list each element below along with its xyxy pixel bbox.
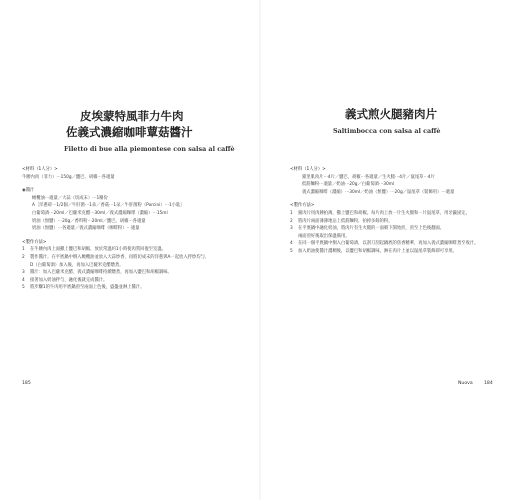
right-ingredient: 義式濃縮咖啡（濃縮）⋯30ml／奶油（無鹽）⋯20g／鼠尾草（裝飾用）⋯適量 bbox=[302, 189, 455, 195]
left-step bbox=[22, 284, 258, 292]
right-step bbox=[290, 218, 510, 226]
left-step bbox=[22, 262, 258, 270]
step-text: 在同一個平底鍋中倒入白葡萄酒，以刮刀刮起鍋底的焦香精華，再加入義式濃縮咖啡煮至收汁。 bbox=[298, 241, 479, 247]
right-ingredients-heading: <材料（1人分）> bbox=[290, 167, 326, 172]
step-number: 1 bbox=[22, 247, 25, 253]
left-subtitle: Filetto di bue alla piemontese con salsa al caffè bbox=[64, 145, 235, 153]
left-ingredient: 牛腰內肉（菲力）⋯150g／鹽巴、胡椒⋯各適量 bbox=[22, 174, 115, 180]
right-steps-heading: <製作方法> bbox=[290, 203, 315, 209]
left-page-number: 185 bbox=[22, 381, 31, 386]
step-number: 5 bbox=[22, 285, 25, 291]
left-ingredient: A［洋蔥碎⋯1/2個／牛肝菌⋯1朵／香菇⋯1朵／牛肝菌粉（Porcini）⋯1小匙］ bbox=[32, 203, 185, 209]
step-text: 製作醬汁。在平底鍋中倒入橄欖油並放入大蒜炒香，再將切成末的洋蔥與A一起放入拌炒均勻， bbox=[30, 254, 210, 260]
step-number bbox=[290, 233, 298, 241]
step-text: 將步驟1的牛肉用平底鍋煎至兩面上色後，盛盤並淋上醬汁。 bbox=[30, 285, 145, 291]
right-ingredient: 低筋麵粉⋯適量／奶油⋯20g／白葡萄酒⋯30ml bbox=[302, 182, 395, 188]
left-ingredient: 奶油（無鹽）⋯20g／香料粉⋯20ml／鹽巴、胡椒⋯各適量 bbox=[32, 218, 146, 224]
left-ingredients-heading: <材料（1人分）> bbox=[22, 167, 58, 172]
right-title: 義式煎火腿豬肉片 bbox=[345, 107, 437, 121]
step-text: 接著加入奶油拌勻，融化後就完成醬汁。 bbox=[30, 277, 108, 283]
right-step bbox=[290, 210, 510, 218]
left-title-line-2: 佐義式濃縮咖啡蕈菇醬汁 bbox=[66, 125, 193, 139]
right-page-number: 184 bbox=[484, 381, 493, 386]
step-number: 3 bbox=[22, 270, 25, 276]
step-text: D（白葡萄酒）加入後，再加入巴薩米克醋燉煮。 bbox=[30, 262, 124, 268]
left-ingredient: ◉醬汁 bbox=[22, 188, 35, 194]
left-step bbox=[22, 269, 258, 277]
step-text: 在平底鍋中融化奶油，將肉片有生火腿的一面朝下開始煎，煎至上色後翻面。 bbox=[298, 226, 445, 232]
step-text: 加入奶油使醬汁濃稠後，以鹽巴和胡椒調味，淋在肉片上並以鼠尾草裝飾即可享用。 bbox=[298, 248, 457, 254]
right-page bbox=[260, 0, 520, 500]
step-text: 豬肉片用肉錘拍薄，撒上鹽巴和胡椒。每片肉上放一片生火腿和一片鼠尾草，用牙籤固定。 bbox=[298, 210, 470, 216]
step-number: 1 bbox=[290, 210, 293, 216]
step-number bbox=[22, 262, 30, 270]
left-title-line-1: 皮埃蒙特風菲力牛肉 bbox=[80, 109, 184, 123]
right-step bbox=[290, 225, 510, 233]
step-text: 醬汁：加入巴薩米克醋、義式濃縮咖啡持續燉煮，再加入鹽巴和胡椒調味。 bbox=[30, 270, 172, 276]
step-number: 2 bbox=[22, 254, 25, 260]
left-ingredient: 白葡萄酒⋯20ml／巴薩米克醋⋯30ml／義式濃縮咖啡（濃縮）⋯15ml bbox=[32, 210, 168, 216]
step-number: 5 bbox=[290, 248, 293, 254]
left-step bbox=[22, 277, 258, 285]
step-text: 將肉片兩面薄薄地沾上低筋麵粉，拍掉多餘的粉。 bbox=[298, 218, 393, 224]
left-ingredient: 橄欖油⋯適量／大蒜（切成末）⋯1瓣份 bbox=[32, 195, 108, 201]
right-recipe-body bbox=[290, 166, 510, 256]
left-steps-heading: <製作方法> bbox=[22, 239, 47, 245]
step-text: 兩面煎好後取出保溫備用。 bbox=[298, 233, 350, 239]
right-folio-label: Nuova bbox=[458, 381, 473, 386]
step-number: 4 bbox=[22, 277, 25, 283]
right-subtitle: Saltimbocca con salsa al caffè bbox=[333, 127, 441, 135]
right-ingredient: 豬里肌肉片⋯4片／鹽巴、胡椒⋯各適量／生火腿⋯4片／鼠尾草⋯4片 bbox=[302, 174, 435, 180]
right-step bbox=[290, 240, 510, 248]
right-step bbox=[290, 248, 510, 256]
left-step bbox=[22, 246, 258, 254]
step-number: 4 bbox=[290, 241, 293, 247]
left-step bbox=[22, 254, 258, 262]
step-text: 在牛腰內肉上面撒上鹽巴和胡椒，放於常溫約1小時使肉質回復至室溫。 bbox=[30, 247, 166, 253]
right-step bbox=[290, 233, 510, 241]
left-ingredient: 奶油（無鹽）⋯各適量／義式濃縮咖啡（咖啡粉）⋯適量 bbox=[32, 226, 140, 232]
step-number: 2 bbox=[290, 218, 293, 224]
step-number: 3 bbox=[290, 226, 293, 232]
left-recipe-body bbox=[22, 166, 258, 292]
